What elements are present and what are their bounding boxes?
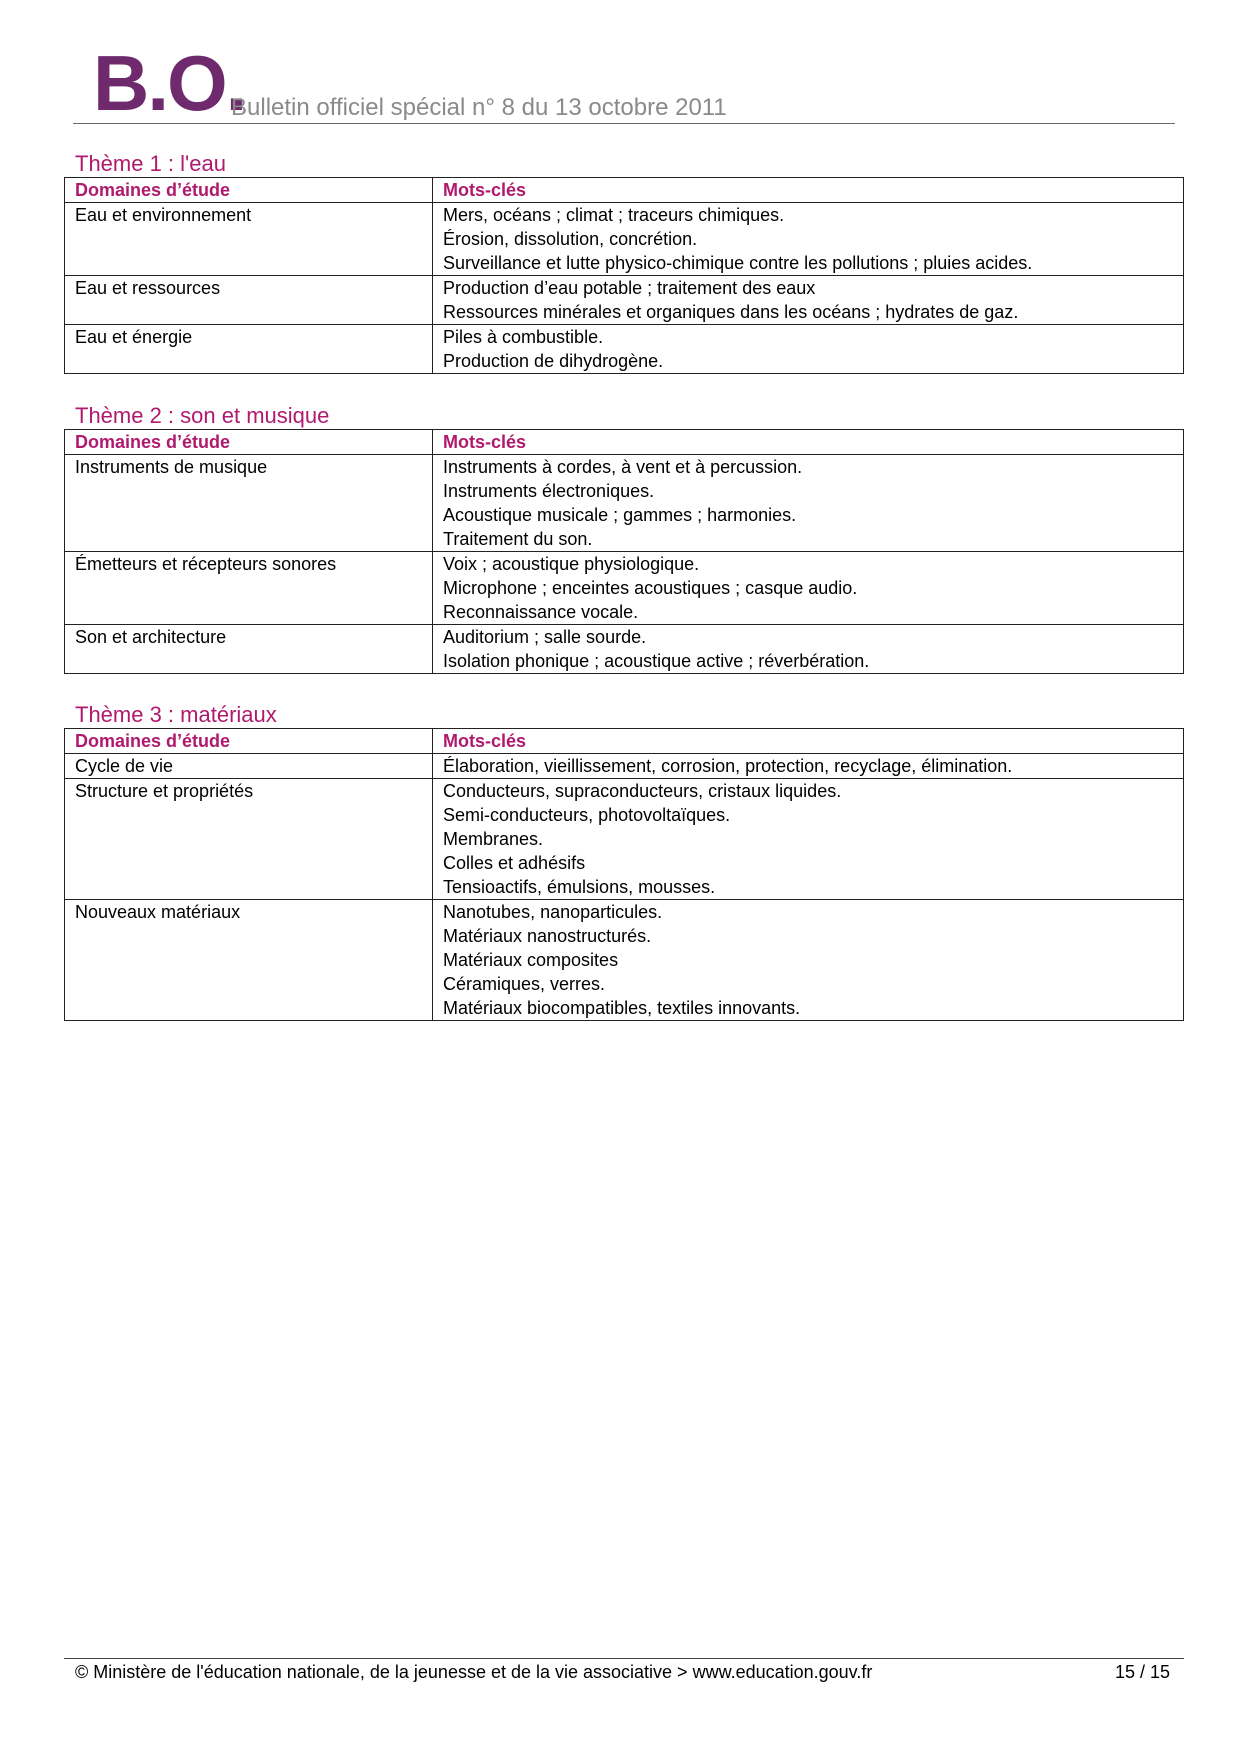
domain-cell: Eau et environnement bbox=[65, 203, 433, 276]
domain-cell: Eau et énergie bbox=[65, 325, 433, 374]
keyword-line: Surveillance et lutte physico-chimique contre les pollutions ; pluies acides. bbox=[443, 253, 1033, 273]
table-row bbox=[65, 276, 1184, 325]
keyword-line: Membranes. bbox=[443, 829, 544, 849]
keywords-cell bbox=[433, 203, 1184, 276]
column-header-mots-cles: Mots-clés bbox=[433, 729, 1184, 754]
domain-cell: Émetteurs et récepteurs sonores bbox=[65, 552, 433, 625]
column-header-domaines: Domaines d’étude bbox=[65, 430, 433, 455]
table-row bbox=[65, 552, 1184, 625]
keyword-line: Céramiques, verres. bbox=[443, 974, 606, 994]
column-header-mots-cles: Mots-clés bbox=[433, 178, 1184, 203]
theme-title: Thème 3 : matériaux bbox=[75, 702, 277, 727]
keyword-line: Matériaux nanostructurés. bbox=[443, 926, 652, 946]
keyword-line: Instruments à cordes, à vent et à percussion. bbox=[443, 457, 803, 477]
column-header-mots-cles: Mots-clés bbox=[433, 430, 1184, 455]
keywords-cell bbox=[433, 552, 1184, 625]
table-row bbox=[65, 455, 1184, 552]
keyword-line: Microphone ; enceintes acoustiques ; casque audio. bbox=[443, 578, 858, 598]
keywords-cell bbox=[433, 455, 1184, 552]
keywords-table bbox=[64, 728, 1184, 1021]
keyword-line: Traitement du son. bbox=[443, 529, 593, 549]
keyword-line: Acoustique musicale ; gammes ; harmonies. bbox=[443, 505, 797, 525]
footer-copyright: © Ministère de l'éducation nationale, de la jeunesse et de la vie associative > www.education.gouv.fr bbox=[75, 1662, 873, 1682]
keyword-line: Semi-conducteurs, photovoltaïques. bbox=[443, 805, 731, 825]
domain-cell: Instruments de musique bbox=[65, 455, 433, 552]
theme-section-son-et-musique bbox=[64, 403, 1184, 674]
keyword-line: Mers, océans ; climat ; traceurs chimiques. bbox=[443, 205, 785, 225]
theme-section-eau bbox=[64, 151, 1184, 374]
domain-cell: Structure et propriétés bbox=[65, 779, 433, 900]
table-header-row bbox=[65, 178, 1184, 203]
keyword-line: Production d’eau potable ; traitement des eaux bbox=[443, 278, 816, 298]
domain-cell: Nouveaux matériaux bbox=[65, 900, 433, 1021]
domain-cell: Son et architecture bbox=[65, 625, 433, 674]
table-row bbox=[65, 203, 1184, 276]
column-header-domaines: Domaines d’étude bbox=[65, 729, 433, 754]
footer-divider bbox=[64, 1658, 1184, 1659]
theme-title: Thème 1 : l'eau bbox=[75, 151, 226, 176]
keyword-line: Voix ; acoustique physiologique. bbox=[443, 554, 700, 574]
keyword-line: Ressources minérales et organiques dans les océans ; hydrates de gaz. bbox=[443, 302, 1019, 322]
theme-section-materiaux bbox=[64, 702, 1184, 1021]
keyword-line: Colles et adhésifs bbox=[443, 853, 586, 873]
keyword-line: Matériaux composites bbox=[443, 950, 619, 970]
table-row bbox=[65, 625, 1184, 674]
keyword-line: Auditorium ; salle sourde. bbox=[443, 627, 647, 647]
bo-logo: B.O. bbox=[93, 39, 246, 127]
domain-cell: Eau et ressources bbox=[65, 276, 433, 325]
theme-title: Thème 2 : son et musique bbox=[75, 403, 330, 428]
keyword-line: Instruments électroniques. bbox=[443, 481, 655, 501]
keyword-line: Nanotubes, nanoparticules. bbox=[443, 902, 663, 922]
keyword-line: Conducteurs, supraconducteurs, cristaux liquides. bbox=[443, 781, 842, 801]
table-header-row bbox=[65, 430, 1184, 455]
keywords-cell bbox=[433, 779, 1184, 900]
table-row bbox=[65, 900, 1184, 1021]
keyword-line: Tensioactifs, émulsions, mousses. bbox=[443, 877, 716, 897]
keywords-table bbox=[64, 429, 1184, 674]
header-divider bbox=[73, 123, 1175, 124]
page-number: 15 / 15 bbox=[1114, 1662, 1170, 1682]
table-header-row bbox=[65, 729, 1184, 754]
keyword-line: Reconnaissance vocale. bbox=[443, 602, 639, 622]
keywords-table bbox=[64, 177, 1184, 374]
keywords-cell bbox=[433, 325, 1184, 374]
keyword-line: Production de dihydrogène. bbox=[443, 351, 664, 371]
table-row bbox=[65, 779, 1184, 900]
column-header-domaines: Domaines d’étude bbox=[65, 178, 433, 203]
keyword-line: Élaboration, vieillissement, corrosion, protection, recyclage, élimination. bbox=[443, 756, 1013, 776]
bulletin-title: Bulletin officiel spécial n° 8 du 13 octobre 2011 bbox=[231, 94, 727, 121]
keywords-cell bbox=[433, 754, 1184, 779]
keywords-cell bbox=[433, 625, 1184, 674]
keywords-cell bbox=[433, 900, 1184, 1021]
keyword-line: Piles à combustible. bbox=[443, 327, 604, 347]
table-row bbox=[65, 325, 1184, 374]
keywords-cell bbox=[433, 276, 1184, 325]
keyword-line: Isolation phonique ; acoustique active ; réverbération. bbox=[443, 651, 870, 671]
domain-cell: Cycle de vie bbox=[65, 754, 433, 779]
table-row bbox=[65, 754, 1184, 779]
keyword-line: Matériaux biocompatibles, textiles innovants. bbox=[443, 998, 801, 1018]
keyword-line: Érosion, dissolution, concrétion. bbox=[443, 229, 698, 249]
